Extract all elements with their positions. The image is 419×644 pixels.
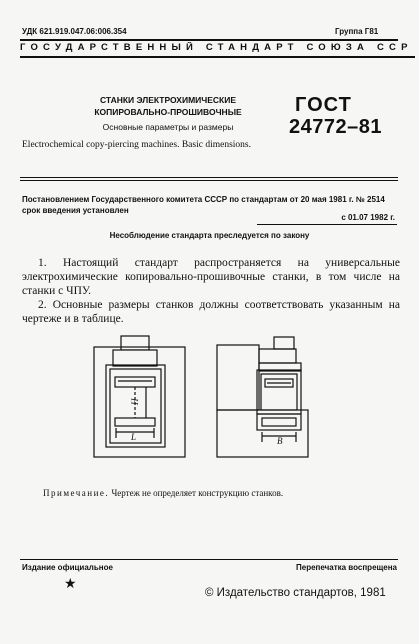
copyright-notice: © Издательство стандартов, 1981 xyxy=(205,587,386,599)
drawing-note xyxy=(43,488,283,498)
note-text: Чертеж не определяет конструкцию станков. xyxy=(111,488,284,498)
note-label: Примечание. xyxy=(43,488,110,498)
dimension-l-label: L xyxy=(131,432,137,442)
decree-text: Постановлением Государственного комитета СССР по стандартам от 20 мая 1981 г. № 2514 срок введения установлен xyxy=(22,195,385,215)
dimension-h-label: H xyxy=(130,398,140,405)
udc-code: УДК 621.919.047.06:006.354 xyxy=(22,27,127,36)
footer-rule xyxy=(20,559,398,560)
machine-frame-left xyxy=(94,336,185,457)
effective-date: с 01.07 1982 г. xyxy=(341,213,395,222)
machine-console-right xyxy=(217,337,308,457)
star-icon: ★ xyxy=(64,577,77,592)
english-title: Electrochemical copy-piercing machines. Basic dimensions. xyxy=(22,140,251,150)
gost-number: 24772–81 xyxy=(289,116,382,138)
title-line-2: КОПИРОВАЛЬНО-ПРОШИВОЧНЫЕ xyxy=(94,107,242,117)
document-subtitle: Основные параметры и размеры xyxy=(102,122,234,132)
paragraph-1: 1. Настоящий стандарт распространяется на универсальные электрохимические копировально-прошивочные станки, в том числе на станки с ЧПУ. xyxy=(22,257,400,297)
title-line-1: СТАНКИ ЭЛЕКТРОХИМИЧЕСКИЕ xyxy=(99,95,237,105)
state-standard-heading: ГОСУДАРСТВЕННЫЙ СТАНДАРТ СОЮЗА ССР xyxy=(20,42,413,53)
paragraph-2: 2. Основные размеры станков должны соответствовать указанным на чертеже и в таблице. xyxy=(22,299,400,325)
dimension-labels xyxy=(130,398,283,446)
gost-label: ГОСТ xyxy=(295,94,352,116)
noncompliance-notice: Несоблюдение стандарта преследуется по закону xyxy=(109,231,310,240)
official-edition: Издание официальное xyxy=(22,563,113,572)
reprint-prohibited: Перепечатка воспрещена xyxy=(296,563,397,572)
group-code: Группа Г81 xyxy=(335,27,379,36)
dimension-b-label: B xyxy=(277,436,283,446)
